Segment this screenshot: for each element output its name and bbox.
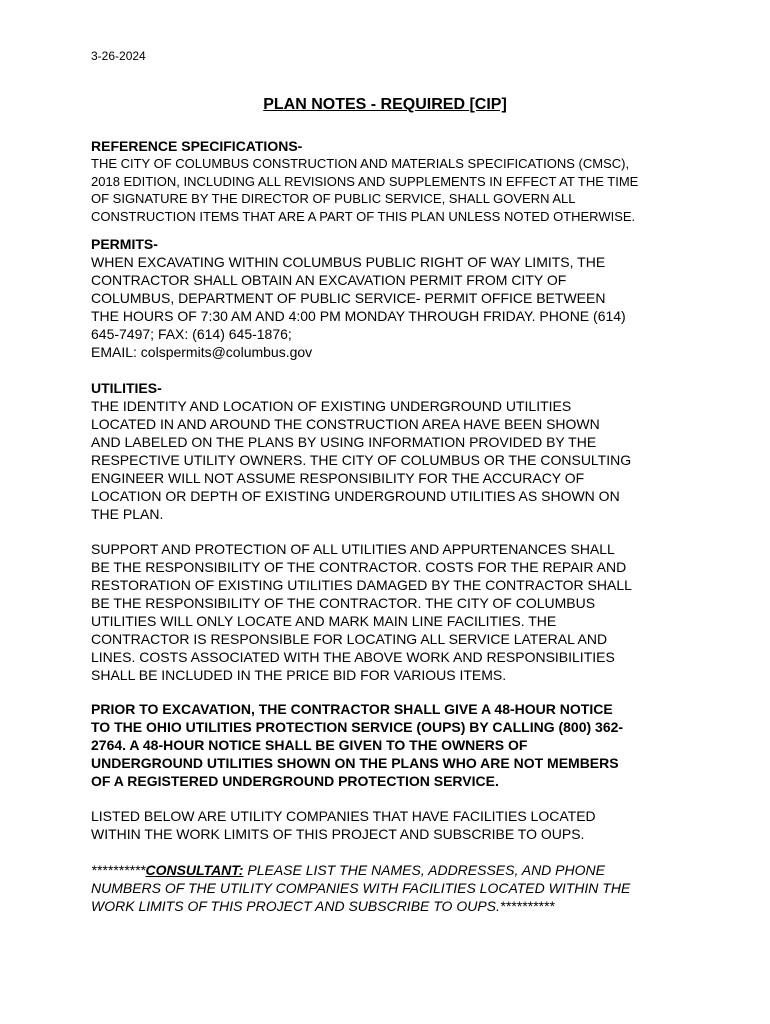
paragraph-text: PRIOR TO EXCAVATION, THE CONTRACTOR SHALL GIVE A 48-HOUR NOTICE TO THE OHIO UTILITIES PROTECTION SERVICE (OUPS) BY CALLING (800) 362- 2764. A 48-HOUR NOTICE SHALL BE GIVEN TO THE OWNERS OF UNDERGROUND UTILITIES SHOWN ON THE PLANS WHO ARE NOT MEMBERS OF A REGISTERED UNDERGROUND PROTECTION SERVICE. [91,701,624,789]
paragraph-prior-to-excavation [91,700,687,790]
asterisk-prefix: ********** [91,862,146,878]
paragraph-text [91,861,687,915]
section-body: WHEN EXCAVATING WITHIN COLUMBUS PUBLIC RIGHT OF WAY LIMITS, THE CONTRACTOR SHALL OBTAIN AN EXCAVATION PERMIT FROM CITY OF COLUMBUS, DEPARTMENT OF PUBLIC SERVICE- PERMIT OFFICE BETWEEN THE HOURS OF 7:30 AM AND 4:00 PM MONDAY THROUGH FRIDAY. PHONE (614) 645-7497; FAX: (614) 645-1876; EMAIL: colspermits@columbus.gov [91,254,626,360]
section-body: THE IDENTITY AND LOCATION OF EXISTING UNDERGROUND UTILITIES LOCATED IN AND AROUND THE CONSTRUCTION AREA HAVE BEEN SHOWN AND LABELED ON THE PLANS BY USING INFORMATION PROVIDED BY THE RESPECTIVE UTILITY OWNERS. THE CITY OF COLUMBUS OR THE CONSULTING ENGINEER WILL NOT ASSUME RESPONSIBILITY FOR THE ACCURACY OF LOCATION OR DEPTH OF EXISTING UNDERGROUND UTILITIES AS SHOWN ON THE PLAN. [91,398,632,522]
section-body: THE CITY OF COLUMBUS CONSTRUCTION AND MATERIALS SPECIFICATIONS (CMSC), 2018 EDITION, INCLUDING ALL REVISIONS AND SUPPLEMENTS IN EFFECT AT THE TIME OF SIGNATURE BY THE DIRECTOR OF PUBLIC SERVICE, SHALL GOVERN ALL CONSTRUCTION ITEMS THAT ARE A PART OF THIS PLAN UNLESS NOTED OTHERWISE. [91,156,639,225]
page-title: PLAN NOTES - REQUIRED [CIP] [263,96,507,113]
section-heading: PERMITS- [91,236,158,252]
section-utilities [91,380,687,523]
section-reference-specifications [91,138,687,226]
paragraph-consultant-instruction [91,861,687,915]
section-heading: REFERENCE SPECIFICATIONS- [91,138,303,154]
paragraph-text: LISTED BELOW ARE UTILITY COMPANIES THAT HAVE FACILITIES LOCATED WITHIN THE WORK LIMITS OF THIS PROJECT AND SUBSCRIBE TO OUPS. [91,808,596,842]
paragraph-listed-utility-companies [91,807,687,843]
paragraph-text: SUPPORT AND PROTECTION OF ALL UTILITIES AND APPURTENANCES SHALL BE THE RESPONSIBILITY OF THE CONTRACTOR. COSTS FOR THE REPAIR AND RESTORATION OF EXISTING UTILITIES DAMAGED BY THE CONTRACTOR SHALL BE THE RESPONSIBILITY OF THE CONTRACTOR. THE CITY OF COLUMBUS UTILITIES WILL ONLY LOCATE AND MARK MAIN LINE FACILITIES. THE CONTRACTOR IS RESPONSIBLE FOR LOCATING ALL SERVICE LATERAL AND LINES. COSTS ASSOCIATED WITH THE ABOVE WORK AND RESPONSIBILITIES SHALL BE INCLUDED IN THE PRICE BID FOR VARIOUS ITEMS. [91,541,632,683]
section-heading: UTILITIES- [91,380,162,396]
paragraph-support-protection [91,540,687,684]
document-date: 3-26-2024 [91,49,146,63]
consultant-label: CONSULTANT: [145,862,244,878]
consultant-instruction-text: PLEASE LIST THE NAMES, ADDRESSES, AND PHONE NUMBERS OF THE UTILITY COMPANIES WITH FACILITIES LOCATED WITHIN THE WORK LIMITS OF THIS PROJECT AND SUBSCRIBE TO OUPS.********** [91,862,631,914]
section-permits [91,236,687,361]
